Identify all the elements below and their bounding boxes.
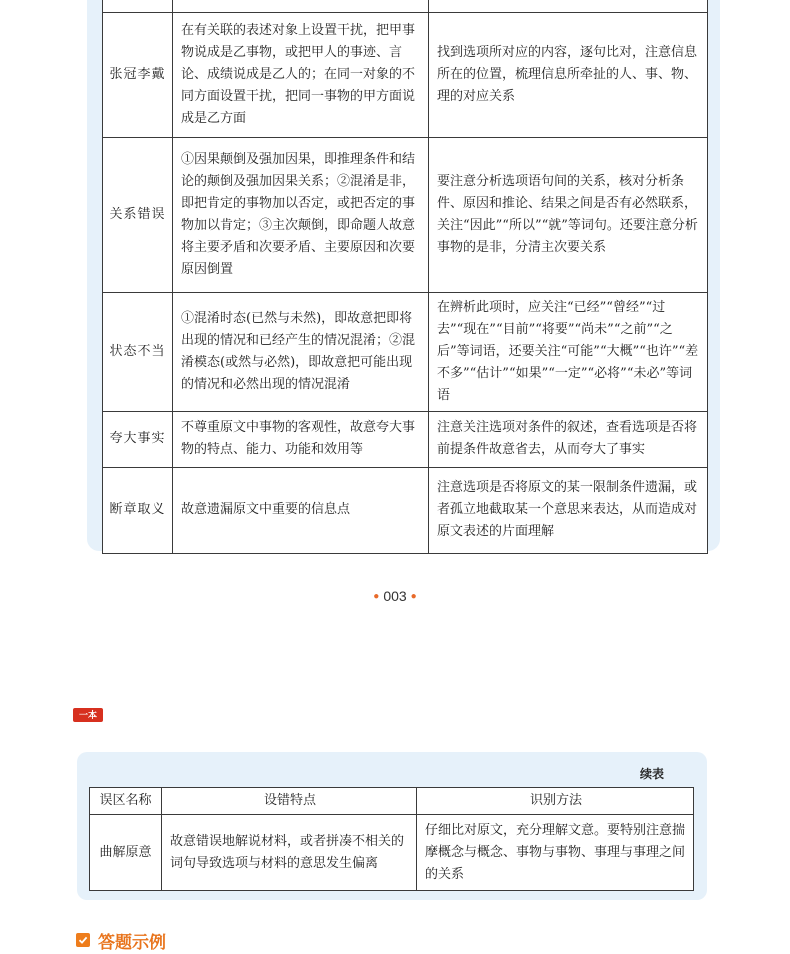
cell-method [429,0,708,12]
cell-feature [173,0,429,12]
table-row [103,137,708,292]
cell-name: 状态不当 [103,292,173,411]
cell-feature: ①混淆时态(已然与未然)，即故意把即将出现的情况和已经产生的情况混淆；②混淆模态(或然与必然)，即故意把可能出现的情况和必然出现的情况混淆 [173,292,429,411]
cell-feature: 故意遗漏原文中重要的信息点 [173,467,429,553]
cell-feature: 在有关联的表述对象上设置干扰，把甲事物说成是乙事物，或把甲人的事迹、言论、成绩说成是乙人的；在同一对象的不同方面设置干扰，把同一事物的甲方面说成是乙方面 [173,12,429,137]
cell-name: 曲解原意 [90,815,162,891]
misconception-table-top [102,0,708,554]
page-number [0,588,790,604]
cell-feature: 故意错误地解说材料，或者拼凑不相关的词句导致选项与材料的意思发生偏离 [162,815,417,891]
cell-method: 注意选项是否将原文的某一限制条件遗漏，或者孤立地截取某一个意思来表达，从而造成对原文表述的片面理解 [429,467,708,553]
dot-icon: ● [410,591,417,602]
table-row [103,467,708,553]
misconception-table-bottom [89,787,694,891]
cell-method: 找到选项所对应的内容，逐句比对，注意信息所在的位置，梳理信息所牵扯的人、事、物、理的对应关系 [429,12,708,137]
header-method: 识别方法 [417,788,694,815]
table-header-row [90,788,694,815]
cell-name: 关系错误 [103,137,173,292]
table-row [103,411,708,467]
cell-method: 要注意分析选项语句间的关系，核对分析条件、原因和推论、结果之间是否有必然联系，关注“因此”“所以”“就”等词句。还要注意分析事物的是非，分清主次要关系 [429,137,708,292]
cell-method: 在辨析此项时，应关注“已经”“曾经”“过去”“现在”“目前”“将要”“尚未”“之前”“之后”等词语，还要关注“可能”“大概”“也许”“差不多”“估计”“如果”“一定”“必将”“未必”等词语 [429,292,708,411]
cell-name [103,0,173,12]
header-feature: 设错特点 [162,788,417,815]
section-heading-label: 答题示例 [98,932,166,952]
dot-icon: ● [373,591,380,602]
cell-feature: ①因果颠倒及强加因果，即推理条件和结论的颠倒及强加因果关系；②混淆是非，即把肯定的事物加以否定，或把否定的事物加以肯定；③主次颠倒，即命题人故意将主要矛盾和次要矛盾、主要原因和次要原因倒置 [173,137,429,292]
cell-name: 张冠李戴 [103,12,173,137]
table-row [90,815,694,891]
table-row [103,0,708,12]
table-row [103,12,708,137]
page-number-text: 003 [383,588,407,604]
header-name: 误区名称 [90,788,162,815]
table-row [103,292,708,411]
cell-name: 断章取义 [103,467,173,553]
cell-method: 仔细比对原文，充分理解文意。要特别注意揣摩概念与概念、事物与事物、事理与事理之间的关系 [417,815,694,891]
section-heading [76,929,166,951]
checkmark-icon [76,933,90,947]
cell-name: 夸大事实 [103,411,173,467]
cell-method: 注意关注选项对条件的叙述，查看选项是否将前提条件故意省去，从而夸大了事实 [429,411,708,467]
continued-label: 续表 [640,767,665,781]
cell-feature: 不尊重原文中事物的客观性，故意夸大事物的特点、能力、功能和效用等 [173,411,429,467]
brand-logo: 一本 [73,708,103,722]
